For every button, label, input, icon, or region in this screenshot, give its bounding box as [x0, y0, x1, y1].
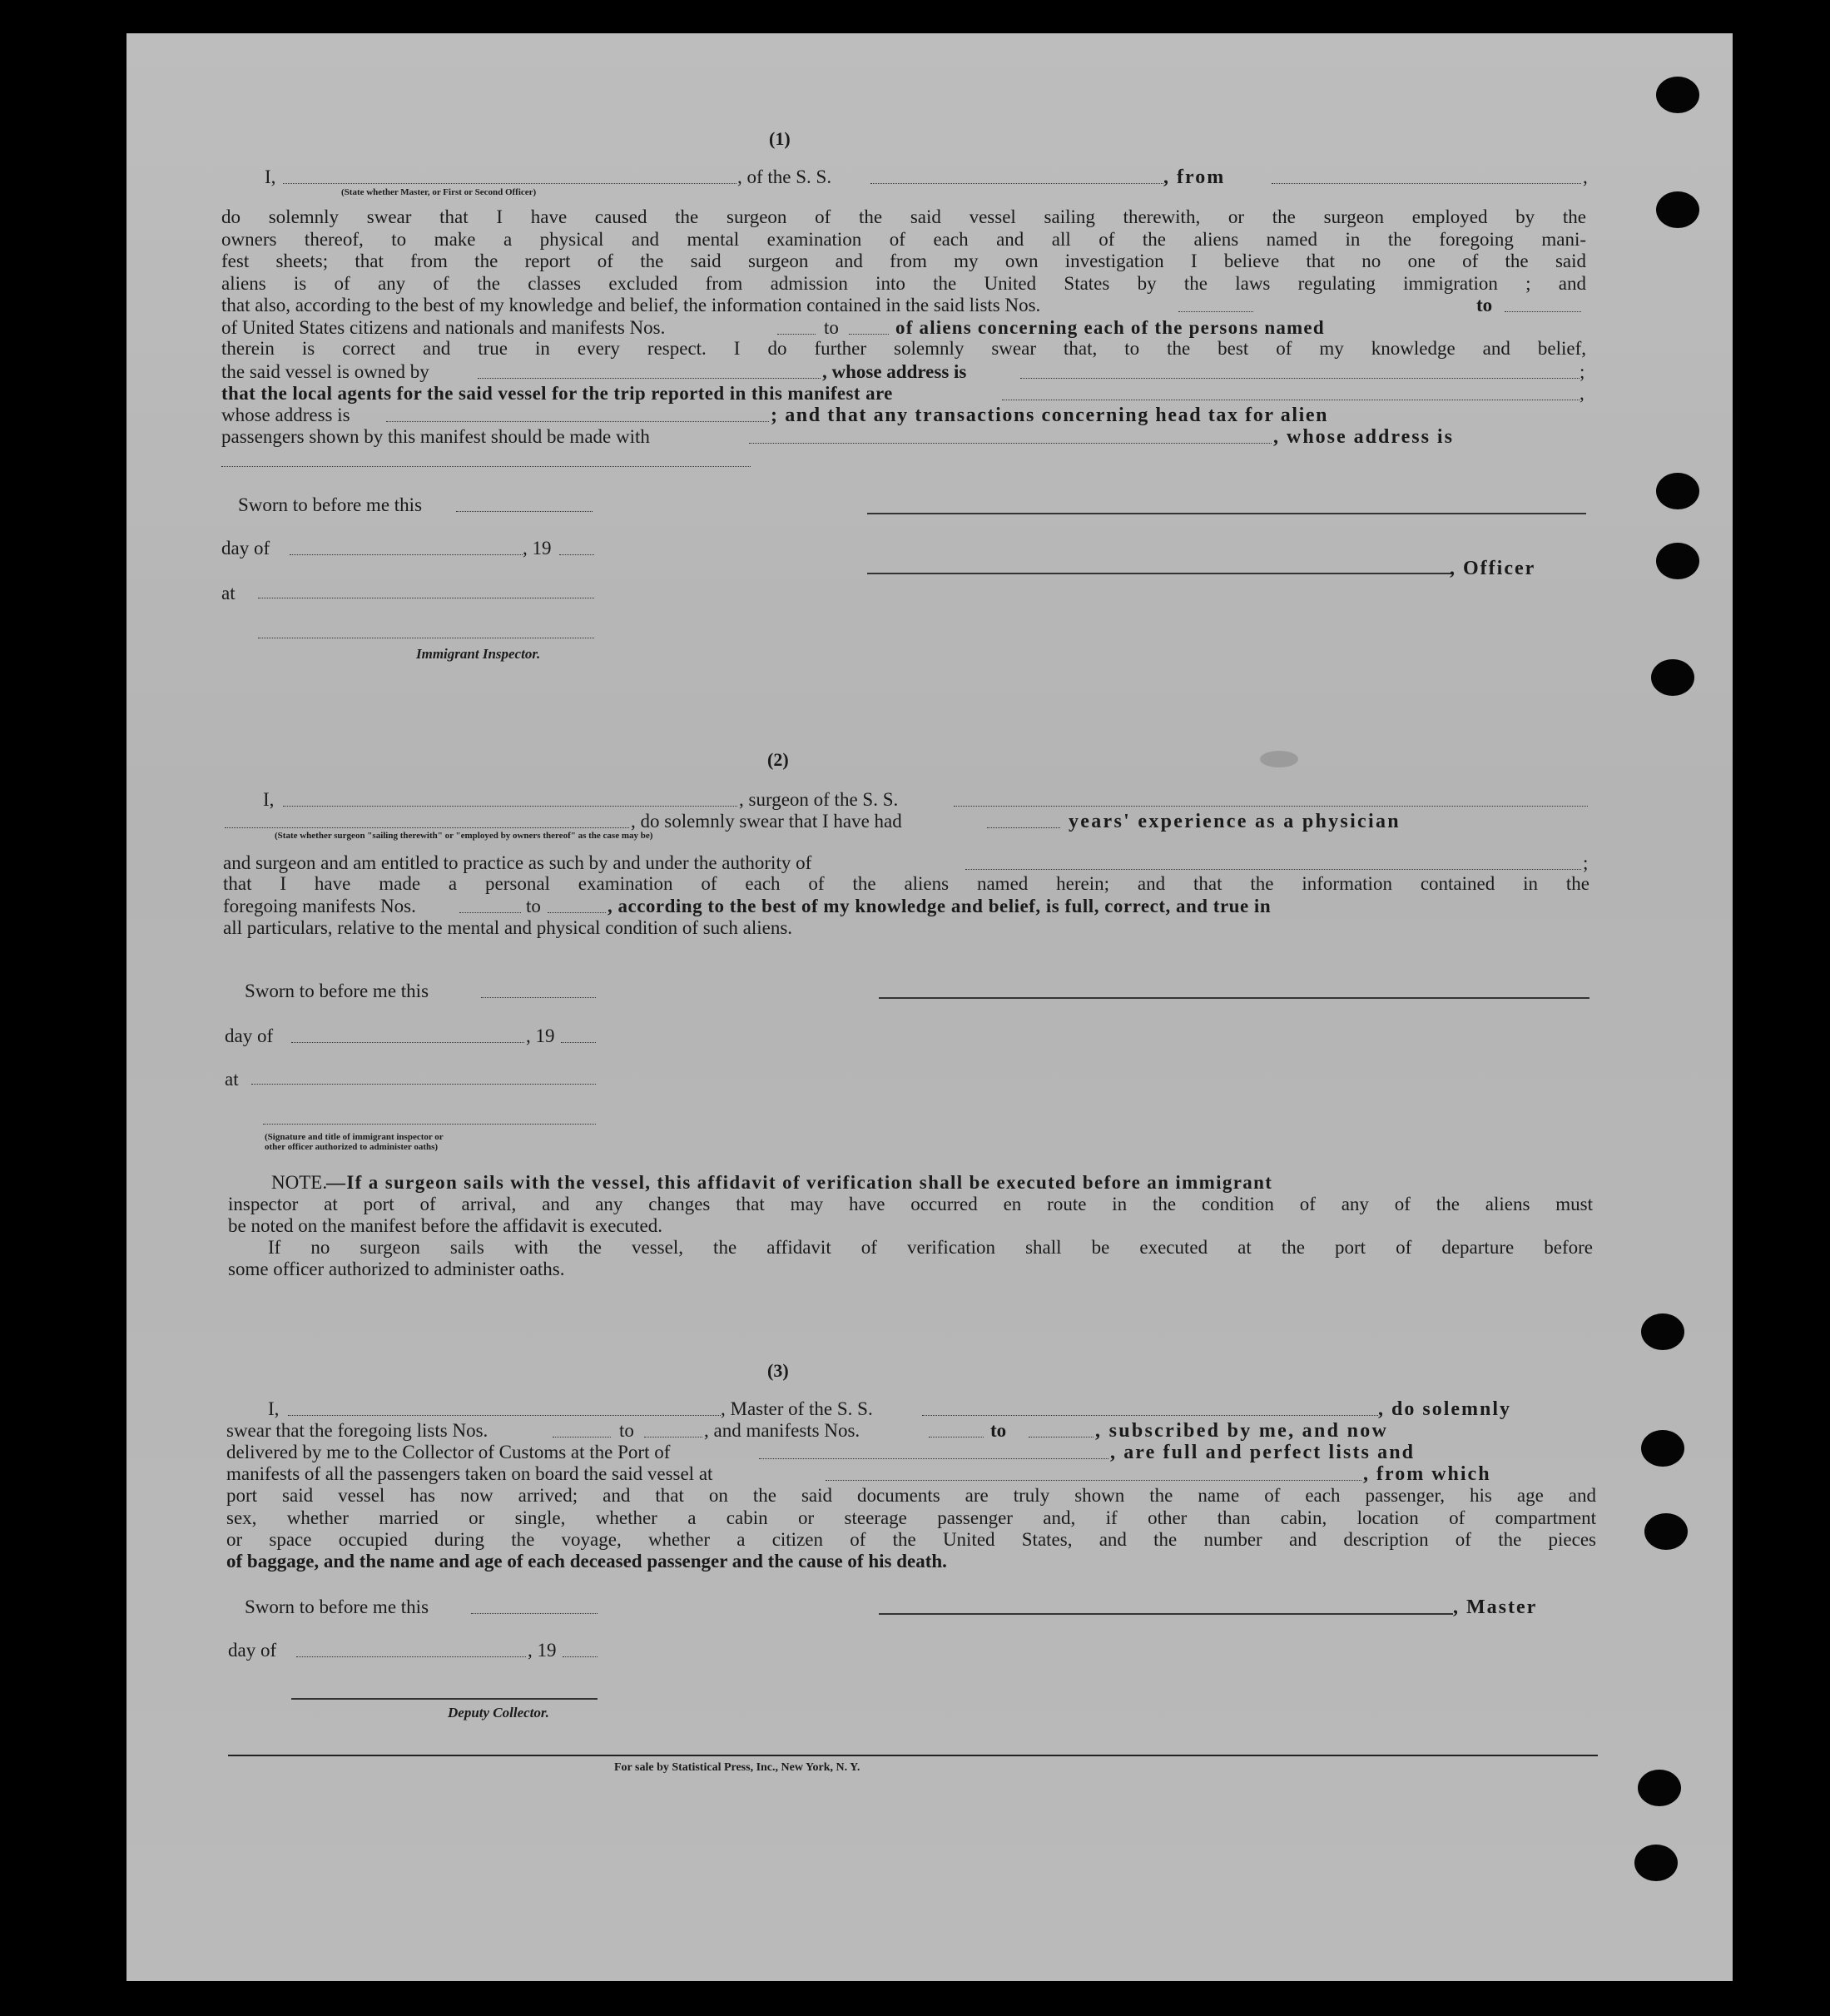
label: Sworn to before me this [245, 1596, 429, 1617]
text-line: all particulars, relative to the mental and physical condition of such aliens. [223, 917, 793, 938]
label: ; [1583, 852, 1589, 873]
label: to [990, 1420, 1007, 1441]
section-2-body [223, 873, 1589, 896]
label: , of the S. S. [737, 166, 832, 187]
blank-vessel-name[interactable] [922, 1415, 1378, 1416]
blank-officer-rank[interactable] [283, 183, 736, 184]
text-line: , do solemnly swear that I have had [631, 811, 902, 832]
signature-caption: (Signature and title of immigrant inspector or [265, 1132, 444, 1142]
blank-authority[interactable] [965, 869, 1581, 870]
text-line: , are full and perfect lists and [1110, 1442, 1416, 1463]
blank-manifest-from[interactable] [929, 1437, 984, 1438]
blank-year[interactable] [563, 1656, 598, 1657]
blank-embarkation-port[interactable] [826, 1480, 1361, 1481]
text-line: that the local agents for the said vessel for the trip reported in this manifest are [221, 383, 893, 404]
label: , 19 [523, 538, 552, 559]
text-line: passengers shown by this manifest should be made with [221, 426, 650, 447]
label: to [619, 1420, 634, 1441]
blank-at-place[interactable] [251, 1084, 596, 1085]
blank-contact-address[interactable] [221, 466, 751, 467]
field-note: (State whether Master, or First or Second Officer) [341, 187, 537, 197]
blank-surgeon-status[interactable] [225, 827, 629, 828]
text-line: of aliens concerning each of the persons named [895, 317, 1325, 338]
text-line: or space occupied during the voyage, whether a citizen of the United States, and the number and description of the pieces [226, 1529, 1596, 1550]
blank-sworn-day[interactable] [471, 1613, 598, 1614]
text-line: that also, according to the best of my knowledge and belief, the information contained in the said lists Nos. [221, 295, 1041, 315]
master-label: , Master [1453, 1596, 1538, 1618]
blank-owner-address[interactable] [1020, 378, 1580, 379]
blank-port[interactable] [759, 1458, 1108, 1459]
section-3-body [226, 1485, 1596, 1552]
blank-from-port[interactable] [1272, 183, 1581, 184]
label: , 19 [528, 1640, 557, 1661]
blank-manifest-from[interactable] [459, 912, 521, 913]
blank-manifest-to[interactable] [849, 334, 889, 335]
officer-label: , Officer [1450, 558, 1536, 579]
text-line: whose address is [221, 405, 350, 425]
label: to [526, 896, 541, 916]
note-body [268, 1237, 1593, 1259]
blank-sworn-day[interactable] [481, 997, 596, 998]
punch-hole [1641, 1430, 1684, 1467]
text-line: swear that the foregoing lists Nos. [226, 1420, 488, 1441]
note-text: —If a surgeon sails with the vessel, this affidavit of verification shall be executed before an immigrant [326, 1172, 1273, 1193]
section-1-heading: (1) [769, 128, 791, 149]
label: , from which [1363, 1463, 1491, 1485]
text-line: aliens is of any of the classes excluded from admission into the United States by the laws regulating immigration ; and [221, 272, 1586, 294]
label: day of [228, 1640, 277, 1661]
text-line: and surgeon and am entitled to practice as such by and under the authority of [223, 852, 812, 873]
punch-hole [1641, 1313, 1684, 1350]
label: I, [263, 789, 275, 810]
note-label: NOTE. [271, 1172, 328, 1193]
blank-vessel-name[interactable] [870, 183, 1163, 184]
punch-hole [1656, 77, 1699, 113]
text-line: of United States citizens and nationals and manifests Nos. [221, 317, 666, 338]
label: day of [221, 538, 270, 559]
blank-day-month[interactable] [290, 554, 523, 555]
label: I, [268, 1398, 280, 1419]
ink-smudge [1260, 751, 1298, 767]
blank-surgeon-name[interactable] [283, 806, 737, 807]
blank-surgeon-signature[interactable] [879, 997, 1589, 999]
note-text: If no surgeon sails with the vessel, the affidavit of verification shall be executed at the port of departure before [268, 1237, 1593, 1258]
text-line: fest sheets; that from the report of the said surgeon and from my own investigation I believe that no one of the said [221, 251, 1586, 271]
blank-year[interactable] [559, 554, 594, 555]
field-note: (State whether surgeon "sailing therewith" or "employed by owners thereof" as the case may be) [275, 831, 653, 841]
blank-officer-name[interactable] [867, 573, 1453, 574]
punch-hole [1634, 1845, 1678, 1881]
punch-hole [1656, 191, 1699, 228]
printer-imprint: For sale by Statistical Press, Inc., New York, N. Y. [614, 1761, 860, 1774]
note-text: some officer authorized to administer oaths. [228, 1259, 565, 1279]
text-line: foregoing manifests Nos. [223, 896, 416, 916]
text-line: that I have made a personal examination of each of the aliens named herein; and that the information contained in the [223, 873, 1589, 894]
blank-manifest-from[interactable] [777, 334, 816, 335]
label: , do solemnly [1378, 1398, 1512, 1420]
text-line: port said vessel has now arrived; and that on the said documents are truly shown the name of each passenger, his age and [226, 1485, 1596, 1506]
text-line: delivered by me to the Collector of Customs at the Port of [226, 1442, 671, 1462]
label: , Master of the S. S. [721, 1398, 873, 1419]
label: , whose address is [1273, 426, 1454, 448]
note-text: be noted on the manifest before the affidavit is executed. [228, 1215, 662, 1236]
text-line: sex, whether married or single, whether a cabin or steerage passenger and, if other than cabin, location of compartment [226, 1507, 1596, 1528]
text-line: owners thereof, to make a physical and mental examination of each and all of the aliens named in the foregoing mani- [221, 228, 1586, 250]
text-line: , according to the best of my knowledge and belief, is full, correct, and true in [608, 896, 1272, 916]
blank-year[interactable] [561, 1042, 596, 1043]
footer-rule [228, 1755, 1598, 1756]
label: Sworn to before me this [245, 981, 429, 1001]
text-line: the said vessel is owned by [221, 361, 429, 382]
label: , surgeon of the S. S. [739, 789, 899, 810]
inspector-caption: Immigrant Inspector. [416, 646, 541, 662]
blank-list-from[interactable] [553, 1437, 611, 1438]
section-2-heading: (2) [767, 749, 789, 770]
blank-officer-signature[interactable] [867, 513, 1586, 514]
punch-hole [1656, 473, 1699, 509]
label: at [225, 1069, 239, 1090]
blank-master-signature[interactable] [879, 1613, 1453, 1615]
label: Sworn to before me this [238, 494, 423, 515]
blank-day-month[interactable] [291, 1042, 524, 1043]
collector-caption: Deputy Collector. [448, 1705, 549, 1721]
section-1-body-2 [221, 338, 1586, 360]
text-line: ; and that any transactions concerning head tax for alien [771, 405, 1329, 426]
label: I, [265, 166, 276, 187]
text-line: of baggage, and the name and age of each deceased passenger and the cause of his death. [226, 1551, 947, 1572]
label: to [1476, 295, 1493, 315]
blank-official-signature[interactable] [263, 1124, 596, 1125]
label: ; [1580, 361, 1585, 382]
text-line: do solemnly swear that I have caused the surgeon of the said vessel sailing therewith, or the surgeon employed by the [221, 206, 1586, 227]
note-body [228, 1194, 1593, 1216]
section-1-body [221, 206, 1586, 295]
blank-sworn-day[interactable] [456, 511, 593, 512]
blank-list-from[interactable] [1178, 311, 1253, 312]
label: , 19 [526, 1025, 555, 1046]
blank-manifest-to[interactable] [1029, 1437, 1094, 1438]
text-line: , subscribed by me, and now [1095, 1420, 1389, 1442]
blank-manifest-to[interactable] [548, 912, 606, 913]
signature-caption: other officer authorized to administer oaths) [265, 1142, 439, 1152]
punch-hole [1651, 659, 1694, 696]
blank-list-to[interactable] [644, 1437, 702, 1438]
blank-vessel-name[interactable] [954, 806, 1588, 807]
section-3-heading: (3) [767, 1360, 789, 1381]
text-line: years' experience as a physician [1069, 811, 1401, 832]
blank-collector-signature[interactable] [291, 1698, 598, 1700]
label: , [1583, 166, 1588, 187]
blank-day-month[interactable] [296, 1656, 526, 1657]
punch-hole [1638, 1770, 1681, 1806]
punch-hole [1644, 1513, 1688, 1550]
blank-vessel-owner[interactable] [478, 378, 821, 379]
blank-list-to[interactable] [1505, 311, 1581, 312]
label: at [221, 583, 236, 603]
text-line: therein is correct and true in every respect. I do further solemnly swear that, to the best of my knowledge and belief, [221, 338, 1586, 359]
blank-agent-address[interactable] [386, 421, 769, 422]
label: , and manifests Nos. [704, 1420, 860, 1441]
label: , [1580, 383, 1585, 404]
label: , from [1163, 166, 1226, 188]
blank-master-name[interactable] [288, 1415, 721, 1416]
text-line: manifests of all the passengers taken on board the said vessel at [226, 1463, 713, 1484]
label: day of [225, 1025, 274, 1046]
blank-years-experience[interactable] [987, 827, 1060, 828]
blank-head-tax-contact[interactable] [749, 443, 1272, 444]
label: to [824, 317, 839, 338]
punch-hole [1656, 543, 1699, 579]
label: , whose address is [822, 361, 967, 382]
note-text: inspector at port of arrival, and any changes that may have occurred en route in the condition of any of the aliens must [228, 1194, 1593, 1214]
